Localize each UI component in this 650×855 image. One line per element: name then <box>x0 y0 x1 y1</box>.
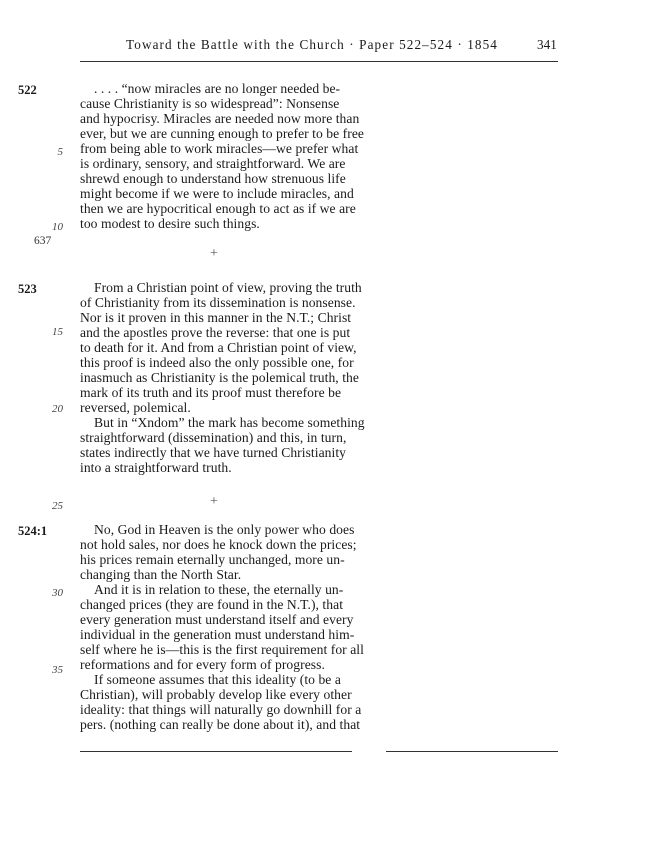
text-line: to death for it. And from a Christian point of view, <box>80 340 357 355</box>
text-line: straightforward (dissemination) and this, in turn, <box>80 430 347 445</box>
text-line: might become if we were to include miracles, and <box>80 186 354 201</box>
entry-label: 523 <box>18 282 37 296</box>
text-line: and hypocrisy. Miracles are needed now more than <box>80 111 360 126</box>
text-line: cause Christianity is so widespread”: Nonsense <box>80 96 340 111</box>
text-line: And it is in relation to these, the eternally un- <box>94 582 344 597</box>
entry-label: 524:1 <box>18 524 48 538</box>
separator-ornament: + <box>210 494 218 509</box>
text-line: From a Christian point of view, proving the truth <box>94 280 362 295</box>
text-line: changed prices (they are found in the N.T.), that <box>80 597 344 612</box>
text-line: Christian), will probably develop like every other <box>80 687 352 702</box>
page-number: 341 <box>537 37 557 52</box>
footnote-rule-left <box>80 751 352 752</box>
text-line: . . . . “now miracles are no longer needed be- <box>94 81 341 96</box>
text-line: individual in the generation must understand him- <box>80 627 355 642</box>
entry-label: 522 <box>18 83 37 97</box>
text-line: is ordinary, sensory, and straightforward. We are <box>80 156 346 171</box>
text-line: If someone assumes that this ideality (to be a <box>94 672 341 687</box>
text-line: ideality: that things will naturally go downhill for a <box>80 702 362 717</box>
text-line: into a straightforward truth. <box>80 460 232 475</box>
footnote-rule-right <box>386 751 558 752</box>
text-line: then we are hypocritical enough to act as if we are <box>80 201 356 216</box>
text-line: inasmuch as Christianity is the polemical truth, the <box>80 370 359 385</box>
text-line: No, God in Heaven is the only power who does <box>94 522 355 537</box>
text-line: his prices remain eternally unchanged, more un- <box>80 552 345 567</box>
line-number: 15 <box>52 326 63 338</box>
original-page-number: 637 <box>34 235 52 247</box>
text-line: reversed, polemical. <box>80 400 191 415</box>
text-line: not hold sales, nor does he knock down the prices; <box>80 537 357 552</box>
text-line: too modest to desire such things. <box>80 216 260 231</box>
text-line: every generation must understand itself and every <box>80 612 354 627</box>
text-line: ever, but we are cunning enough to prefer to be free <box>80 126 364 141</box>
text-line: But in “Xndom” the mark has become something <box>94 415 365 430</box>
running-title: Toward the Battle with the Church · Paper 522–524 · 1854 <box>126 37 498 52</box>
text-line: reformations and for every form of progress. <box>80 657 325 672</box>
text-line: and the apostles prove the reverse: that one is put <box>80 325 351 340</box>
text-line: Nor is it proven in this manner in the N.T.; Christ <box>80 310 352 325</box>
text-line: this proof is indeed also the only possible one, for <box>80 355 354 370</box>
text-line: from being able to work miracles—we prefer what <box>80 141 359 156</box>
text-line: self where he is—this is the first requirement for all <box>80 642 364 657</box>
text-line: changing than the North Star. <box>80 567 242 582</box>
line-number: 25 <box>52 500 63 512</box>
line-number: 20 <box>52 403 63 415</box>
line-number: 10 <box>52 221 63 233</box>
line-number: 30 <box>52 587 63 599</box>
line-number: 35 <box>52 664 63 676</box>
text-line: of Christianity from its dissemination is nonsense. <box>80 295 356 310</box>
header-rule <box>80 61 558 62</box>
text-line: shrewd enough to understand how strenuous life <box>80 171 346 186</box>
separator-ornament: + <box>210 246 218 261</box>
text-line: pers. (nothing can really be done about it), and that <box>80 717 361 732</box>
text-line: mark of its truth and its proof must therefore be <box>80 385 342 400</box>
text-line: states indirectly that we have turned Christianity <box>80 445 346 460</box>
line-number: 5 <box>57 146 63 158</box>
